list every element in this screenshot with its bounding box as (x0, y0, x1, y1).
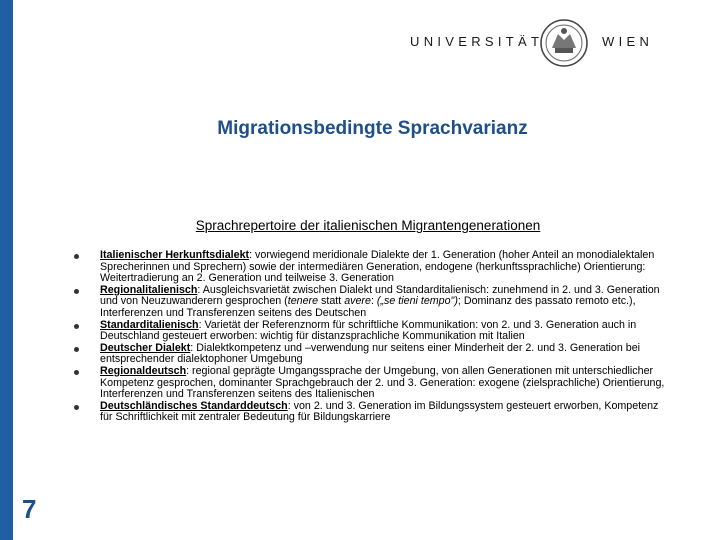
list-item (72, 320, 672, 343)
bullet-dot-icon (74, 254, 79, 259)
bullet-dot-icon (74, 370, 79, 375)
bullet-dot-icon (74, 405, 79, 410)
bullet-text: : Dialektkompetenz und –verwendung nur seitens einer Minderheit der 2. und 3. Generation bei entsprechender dialektophoner Umgebung (100, 341, 641, 366)
bullet-italic: tenere (287, 295, 319, 308)
bullet-italic: („se tieni tempo") (376, 295, 458, 308)
list-item (72, 285, 672, 320)
bullet-italic: avere (344, 295, 371, 308)
bullet-text: : regional geprägte Umgangssprache der Umgebung, von allen Generationen mit unterschiedlicher Kompetenz gesprochen, dominanter Sprachgebrauch der 2. und 3. Generation: exogene (zielsprachliche) Orientierung, Interferenzen und Transferenzen seitens des Italienischen (100, 364, 665, 401)
bullet-term: Standarditalienisch (100, 318, 199, 331)
bullet-text: : (370, 295, 377, 308)
slide-subtitle: Sprachrepertoire der italienischen Migrantengenerationen (195, 218, 541, 233)
list-item (72, 250, 672, 285)
bullet-text: : vorwiegend meridionale Dialekte der 1. Generation (hoher Anteil an monodialektalen Sprecherinnen und Sprechern) sowie der intermediären Generation, endogene (herkunftssprachliche) Orientierung: Weitertradierung an 2. Generation und teilweise 3. Generation (100, 249, 655, 285)
bullet-dot-icon (74, 289, 79, 294)
university-seal-icon (538, 18, 590, 68)
slide-title: Migrationsbedingte Sprachvarianz (217, 118, 528, 139)
city-word: WIEN (602, 34, 654, 49)
bullet-term: Deutscher Dialekt (100, 341, 191, 354)
bullet-dot-icon (74, 324, 79, 329)
page-number: 7 (22, 494, 37, 524)
bullet-term: Deutschländisches Standarddeutsch (100, 399, 288, 412)
bullet-term: Regionalitalienisch (100, 283, 198, 296)
bullet-text: statt (318, 295, 345, 308)
left-accent-bar (0, 0, 13, 540)
bullet-text: ; Dominanz des passato remoto etc.), Interferenzen und Transferenzen seitens des Deutschen (100, 295, 636, 319)
university-word: UNIVERSITÄT (410, 34, 544, 49)
bullet-term: Regionaldeutsch (100, 364, 187, 377)
list-item (72, 401, 672, 424)
bullet-text: : Ausgleichsvarietät zwischen Dialekt und Standarditalienisch: zunehmend in 2. und 3. Generation und von Neuzuwanderern gesprochen ( (100, 283, 660, 308)
bullet-text: : von 2. und 3. Generation im Bildungssystem gesteuert erworben, Kompetenz für Schriftlichkeit mit zentraler Bedeutung für Bildungskarriere (100, 399, 659, 424)
list-item (72, 343, 672, 366)
bullet-term: Italienischer Herkunftsdialekt (100, 249, 250, 261)
bullet-dot-icon (74, 347, 79, 352)
bullet-list (72, 250, 672, 424)
bullet-text: : Varietät der Referenznorm für schriftliche Kommunikation: von 2. und 3. Generation auch in Deutschland gesteuert erworben: wichtig für distanzsprachliche Kommunikation mit Italien (100, 318, 637, 343)
university-header (410, 16, 710, 68)
list-item (72, 366, 672, 401)
